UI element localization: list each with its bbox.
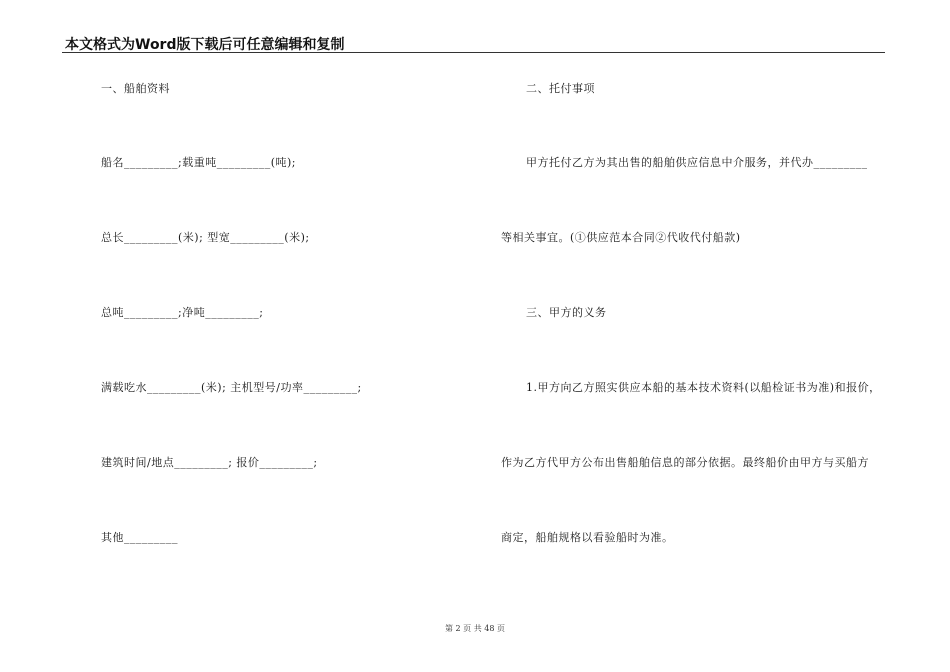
header-divider (62, 52, 885, 53)
section-heading-ship-info: 一、船舶资料 (101, 82, 170, 95)
document-header-title: 本文格式为Word版下载后可任意编辑和复制 (65, 37, 345, 53)
field-line-build-price: 建筑时间/地点_________; 报价_________; (101, 456, 318, 469)
paragraph-line: 商定，船舶规格以看验船时为准。 (501, 531, 674, 544)
section-heading-entrusted-matters: 二、托付事项 (526, 82, 595, 95)
field-line-length-width: 总长_________(米); 型宽_________(米); (101, 231, 310, 244)
field-line-tonnage: 总吨_________;净吨_________; (101, 306, 264, 319)
page-number-footer: 第 2 页 共 48 页 (445, 624, 505, 633)
field-line-draft-engine: 满载吃水_________(米); 主机型号/功率_________; (101, 381, 362, 394)
field-line-ship-name: 船名_________;载重吨_________(吨); (101, 156, 296, 169)
paragraph-line: 1.甲方向乙方照实供应本船的基本技术资料(以船检证书为准)和报价， (526, 381, 881, 394)
field-line-other: 其他_________ (101, 531, 178, 544)
paragraph-line: 甲方托付乙方为其出售的船舶供应信息中介服务，并代办_________ (526, 156, 868, 169)
paragraph-line: 等相关事宜。(①供应范本合同②代收代付船款) (501, 231, 741, 244)
section-heading-party-a-obligations: 三、甲方的义务 (526, 306, 607, 319)
paragraph-line: 作为乙方代甲方公布出售船舶信息的部分依据。最终船价由甲方与买船方 (501, 456, 869, 469)
